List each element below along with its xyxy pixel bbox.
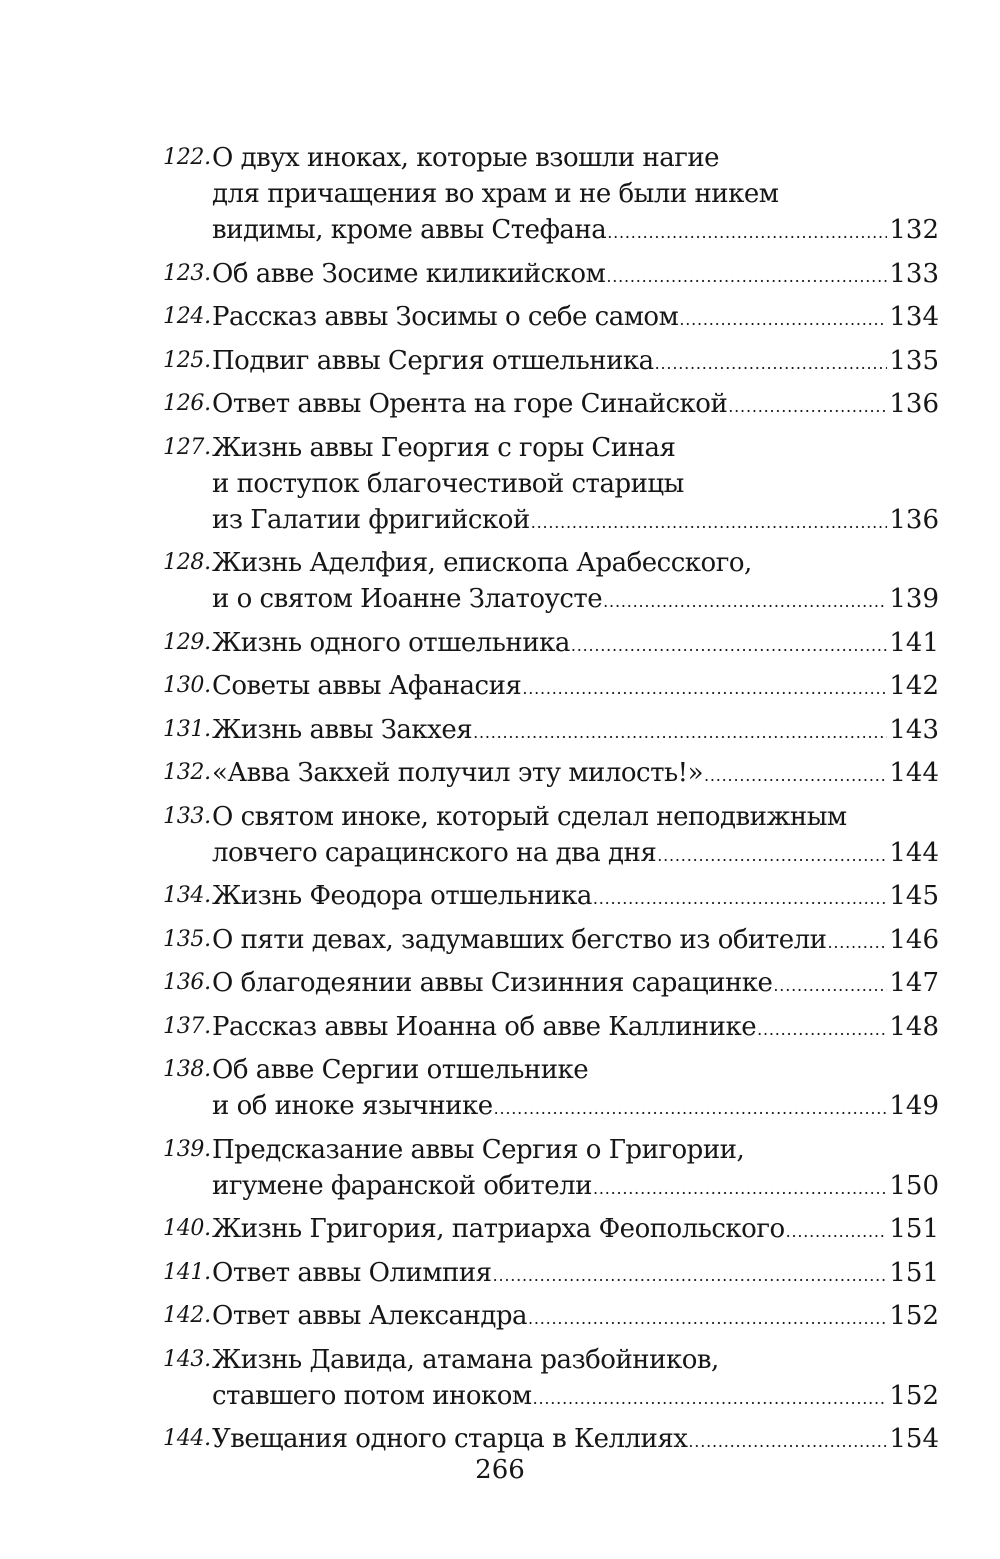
table-of-contents — [163, 140, 939, 1465]
toc-title-last-line — [212, 1298, 939, 1337]
toc-title-last-line — [212, 1168, 939, 1207]
toc-entry-page: 136 — [889, 504, 939, 535]
toc-entry-page: 134 — [889, 302, 939, 332]
toc-entry-title — [212, 1211, 939, 1250]
toc-entry-number: 136. — [163, 970, 211, 995]
toc-title-line: Ответ аввы Александра — [212, 1301, 527, 1331]
toc-title-line: и о святом Иоанне Златоусте — [212, 584, 603, 614]
toc-title-last-line — [212, 1088, 939, 1127]
toc-entry-title — [212, 1298, 939, 1337]
toc-title-line: и об иноке язычнике — [212, 1091, 493, 1121]
toc-title-last-line — [212, 712, 939, 751]
dot-leader — [607, 215, 887, 251]
toc-entry-number: 137. — [163, 1013, 211, 1039]
dot-leader — [531, 505, 888, 541]
toc-entry-page: 143 — [889, 714, 939, 745]
toc-entry — [163, 922, 939, 961]
dot-leader — [728, 389, 887, 425]
toc-title-line: Жизнь Аделфия, епископа Арабесского, — [212, 548, 752, 578]
toc-entry-number: 132. — [163, 760, 211, 785]
toc-entry-page: 148 — [889, 1011, 939, 1042]
toc-entry-number: 135. — [163, 926, 211, 952]
toc-entry-number: 134. — [163, 883, 211, 908]
toc-entry-number: 144. — [163, 1426, 211, 1451]
toc-entry-title — [212, 299, 939, 338]
toc-entry-number: 133. — [163, 803, 211, 829]
toc-entry-page: 135 — [889, 345, 939, 376]
toc-title-line: О пяти девах, задумавших бегство из обители — [212, 924, 827, 955]
toc-entry-title — [212, 1009, 939, 1048]
toc-entry-number: 141. — [163, 1259, 211, 1285]
toc-title-line: О благодеянии аввы Сизинния сарацинке — [212, 968, 773, 998]
toc-title-last-line — [212, 1255, 939, 1294]
toc-entry — [163, 799, 939, 874]
toc-title-last-line — [212, 581, 939, 620]
toc-entry-page: 141 — [889, 627, 939, 658]
toc-entry-page: 139 — [889, 584, 939, 614]
toc-title-last-line — [212, 922, 939, 961]
toc-entry-page: 154 — [889, 1424, 939, 1454]
toc-title-last-line — [212, 1009, 939, 1048]
toc-entry — [163, 256, 939, 295]
toc-title-last-line — [212, 502, 939, 541]
dot-leader — [528, 1301, 887, 1337]
toc-title-line: Предсказание аввы Сергия о Григории, — [212, 1134, 745, 1165]
toc-entry-page: 150 — [889, 1170, 939, 1201]
toc-entry-title — [212, 878, 939, 917]
toc-entry-title — [212, 922, 939, 961]
toc-title-line: Жизнь аввы Закхея — [212, 714, 473, 745]
toc-entry — [163, 1255, 939, 1294]
toc-title-last-line — [212, 386, 939, 425]
toc-entry-page: 152 — [889, 1301, 939, 1331]
toc-entry — [163, 1298, 939, 1337]
toc-entry — [163, 965, 939, 1004]
toc-entry-title — [212, 140, 939, 251]
dot-leader — [606, 259, 887, 295]
toc-entry — [163, 878, 939, 917]
toc-entry — [163, 386, 939, 425]
toc-entry-page: 144 — [889, 758, 939, 788]
toc-title-last-line — [212, 343, 939, 382]
toc-title-last-line — [212, 256, 939, 295]
toc-entry-number: 131. — [163, 716, 211, 742]
toc-title-last-line — [212, 1378, 939, 1417]
toc-title-line: ставшего потом иноком — [212, 1380, 532, 1411]
toc-title-line: Советы аввы Афанасия — [212, 671, 522, 701]
toc-entry — [163, 545, 939, 620]
toc-entry — [163, 1211, 939, 1250]
toc-title-last-line — [212, 625, 939, 664]
dot-leader — [603, 584, 887, 620]
toc-title-last-line — [212, 878, 939, 917]
toc-entry-title — [212, 799, 939, 874]
toc-entry-title — [212, 755, 939, 794]
toc-entry-title — [212, 545, 939, 620]
toc-title-line: Жизнь одного отшельника — [212, 627, 570, 658]
toc-title-line: Рассказ аввы Зосимы о себе самом — [212, 302, 679, 332]
toc-entry-title — [212, 668, 939, 707]
dot-leader — [571, 628, 888, 664]
toc-entry-number: 143. — [163, 1346, 211, 1372]
toc-title-line: О двух иноках, которые взошли нагие — [212, 143, 720, 173]
toc-entry-page: 147 — [889, 968, 939, 998]
toc-entry-number: 130. — [163, 673, 211, 698]
toc-entry-number: 128. — [163, 550, 211, 575]
toc-title-last-line — [212, 835, 939, 874]
toc-entry — [163, 712, 939, 751]
toc-entry-number: 122. — [163, 145, 211, 170]
toc-entry-number: 139. — [163, 1136, 211, 1162]
toc-entry-title — [212, 1132, 939, 1207]
dot-leader — [655, 346, 888, 382]
toc-title-line: Подвиг аввы Сергия отшельника — [212, 345, 654, 376]
toc-entry-page: 151 — [889, 1257, 939, 1288]
toc-entry-number: 124. — [163, 304, 211, 329]
toc-title-last-line — [212, 299, 939, 338]
toc-entry-title — [212, 965, 939, 1004]
toc-title-last-line — [212, 212, 939, 251]
toc-title-line: «Авва Закхей получил эту милость!» — [212, 758, 704, 788]
toc-entry-page: 152 — [889, 1380, 939, 1411]
dot-leader — [593, 1171, 887, 1207]
toc-entry-page: 146 — [889, 924, 939, 955]
dot-leader — [679, 302, 887, 338]
toc-title-line: Об авве Зосиме киликийском — [212, 258, 606, 289]
toc-title-line: видимы, кроме аввы Стефана — [212, 215, 607, 245]
toc-title-line: Жизнь Давида, атамана разбойников, — [212, 1344, 719, 1375]
toc-title-line: Жизнь Феодора отшельника — [212, 881, 592, 911]
toc-title-line: Увещания одного старца в Келлиях — [212, 1424, 688, 1454]
toc-entry-title — [212, 386, 939, 425]
toc-entry-page: 149 — [889, 1091, 939, 1121]
toc-entry-number: 126. — [163, 391, 211, 416]
toc-entry — [163, 1052, 939, 1127]
toc-title-line: для причащения во храм и не были никем — [212, 179, 779, 209]
toc-entry-page: 136 — [889, 389, 939, 419]
toc-entry — [163, 343, 939, 382]
toc-entry-number: 138. — [163, 1057, 211, 1082]
toc-entry-page: 132 — [889, 215, 939, 245]
toc-entry — [163, 1342, 939, 1417]
toc-entry — [163, 668, 939, 707]
toc-title-line: и поступок благочестивой старицы — [212, 468, 684, 499]
toc-entry-number: 140. — [163, 1216, 211, 1241]
toc-title-line: О святом иноке, который сделал неподвижным — [212, 801, 847, 832]
dot-leader — [704, 758, 887, 794]
dot-leader — [786, 1214, 888, 1250]
toc-title-line: Жизнь аввы Георгия с горы Синая — [212, 432, 676, 463]
toc-title-line: Жизнь Григория, патриарха Феопольского — [212, 1214, 785, 1244]
toc-entry-title — [212, 625, 939, 664]
toc-entry — [163, 1132, 939, 1207]
toc-entry-number: 123. — [163, 260, 211, 286]
toc-entry-title — [212, 343, 939, 382]
dot-leader — [473, 715, 887, 751]
toc-title-last-line — [212, 668, 939, 707]
toc-entry — [163, 625, 939, 664]
toc-entry-number: 127. — [163, 434, 211, 460]
toc-entry-number: 129. — [163, 629, 211, 655]
dot-leader — [593, 881, 888, 917]
toc-entry-title — [212, 430, 939, 541]
toc-entry-page: 151 — [889, 1214, 939, 1244]
dot-leader — [533, 1381, 888, 1417]
toc-title-last-line — [212, 965, 939, 1004]
dot-leader — [757, 1012, 887, 1048]
toc-entry — [163, 430, 939, 541]
toc-entry-number: 142. — [163, 1303, 211, 1328]
dot-leader — [494, 1091, 888, 1127]
toc-entry-page: 145 — [889, 881, 939, 911]
toc-entry-title — [212, 1342, 939, 1417]
toc-entry-title — [212, 1255, 939, 1294]
page-number: 266 — [475, 1455, 525, 1485]
toc-title-line: Рассказ аввы Иоанна об авве Каллинике — [212, 1011, 757, 1042]
toc-title-line: игумене фаранской обители — [212, 1170, 592, 1201]
dot-leader — [522, 671, 887, 707]
toc-entry — [163, 1009, 939, 1048]
toc-title-line: из Галатии фригийской — [212, 504, 530, 535]
dot-leader — [657, 838, 887, 874]
toc-title-last-line — [212, 755, 939, 794]
toc-entry — [163, 140, 939, 251]
toc-entry-number: 125. — [163, 347, 211, 373]
toc-entry-title — [212, 1052, 939, 1127]
toc-entry-title — [212, 712, 939, 751]
toc-title-line: Ответ аввы Орента на горе Синайской — [212, 389, 728, 419]
dot-leader — [773, 968, 887, 1004]
toc-title-line: Ответ аввы Олимпия — [212, 1257, 492, 1288]
toc-title-line: ловчего сарацинского на два дня — [212, 837, 657, 868]
toc-entry-page: 144 — [889, 837, 939, 868]
dot-leader — [493, 1258, 888, 1294]
toc-title-last-line — [212, 1211, 939, 1250]
toc-entry — [163, 299, 939, 338]
toc-entry-page: 142 — [889, 671, 939, 701]
toc-title-line: Об авве Сергии отшельнике — [212, 1055, 589, 1085]
toc-entry — [163, 755, 939, 794]
toc-entry-title — [212, 256, 939, 295]
dot-leader — [827, 925, 887, 961]
toc-entry-page: 133 — [889, 258, 939, 289]
